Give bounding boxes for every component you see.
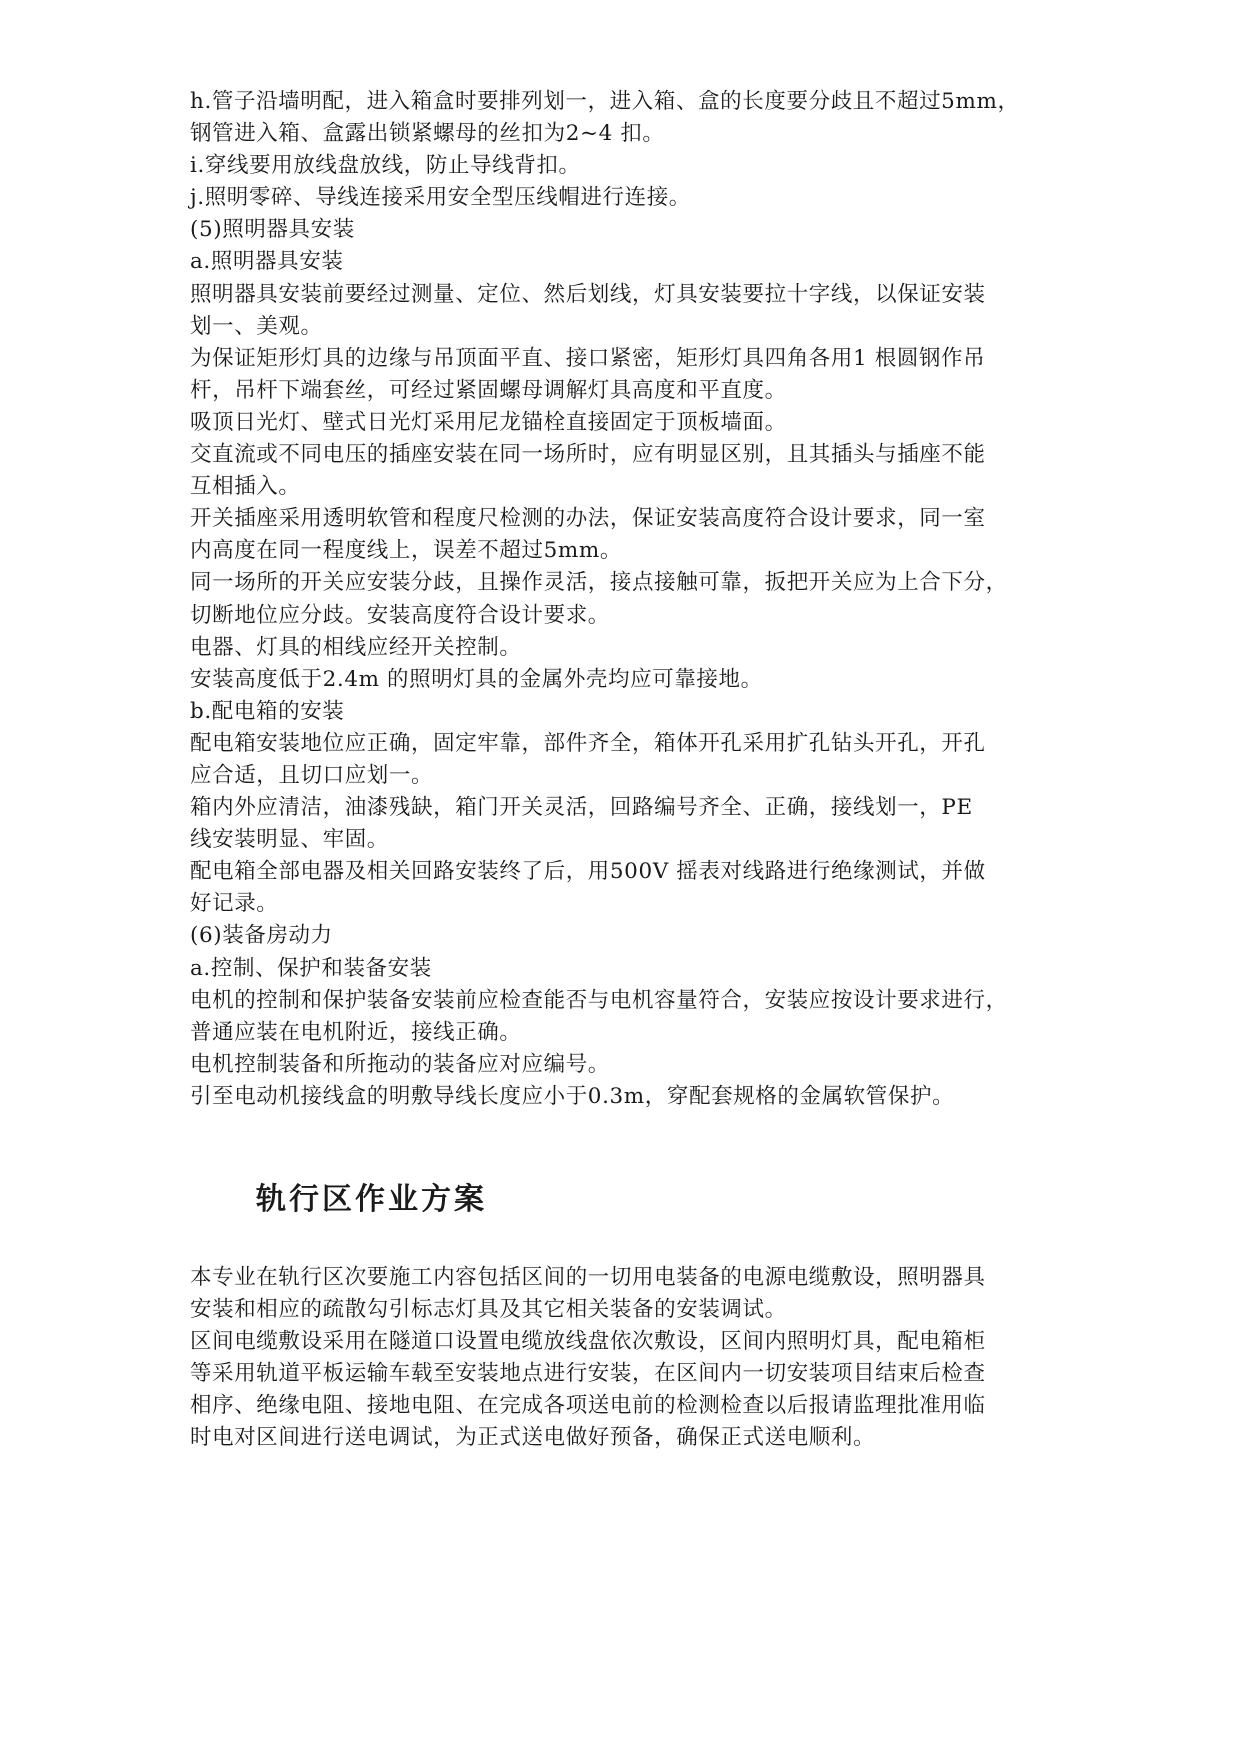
subsection-title: (5)照明器具安装 bbox=[190, 217, 355, 243]
body-text-top bbox=[190, 86, 1060, 1113]
text-line: 等采用轨道平板运输车载至安装地点进行安装，在区间内一切安装项目结束后检查 bbox=[190, 1361, 986, 1387]
subsection-item-title: b.配电箱的安装 bbox=[190, 698, 345, 724]
text-line: 电机控制装备和所拖动的装备应对应编号。 bbox=[190, 1051, 610, 1077]
subsection-item-title: a.照明器具安装 bbox=[190, 249, 344, 275]
text-line: 应合适，且切口应划一。 bbox=[190, 762, 434, 788]
text-line: 本专业在轨行区次要施工内容包括区间的一切用电装备的电源电缆敷设，照明器具 bbox=[190, 1265, 986, 1290]
text-line: 好记录。 bbox=[190, 891, 279, 917]
text-line: 交直流或不同电压的插座安装在同一场所时，应有明显区别，且其插头与插座不能 bbox=[190, 442, 986, 468]
text-line: 同一场所的开关应安装分歧，且操作灵活，接点接触可靠，扳把开关应为上合下分， bbox=[190, 570, 1008, 596]
body-text-bottom bbox=[190, 1262, 1060, 1455]
text-line: h.管子沿墙明配，进入箱盒时要排列划一，进入箱、盒的长度要分歧且不超过5mm， bbox=[190, 89, 1020, 114]
text-line: 安装和相应的疏散勾引标志灯具及其它相关装备的安装调试。 bbox=[190, 1297, 787, 1323]
text-line: 配电箱全部电器及相关回路安装终了后，用500V 摇表对线路进行绝缘测试，并做 bbox=[190, 859, 986, 885]
text-line: 切断地位应分歧。安装高度符合设计要求。 bbox=[190, 602, 610, 628]
text-line: 电器、灯具的相线应经开关控制。 bbox=[190, 634, 522, 660]
text-line: 划一、美观。 bbox=[190, 313, 323, 339]
text-line: j.照明零碎、导线连接采用安全型压线帽进行连接。 bbox=[190, 185, 691, 211]
subsection-item-title: a.控制、保护和装备安装 bbox=[190, 955, 432, 981]
section-heading: 轨行区作业方案 bbox=[256, 1182, 487, 1217]
text-line: 吸顶日光灯、壁式日光灯采用尼龙锚栓直接固定于顶板墙面。 bbox=[190, 409, 787, 435]
text-line: 相序、绝缘电阻、接地电阻、在完成各项送电前的检测检查以后报请监理批准用临 bbox=[190, 1393, 986, 1419]
text-line: 杆，吊杆下端套丝，可经过紧固螺母调解灯具高度和平直度。 bbox=[190, 377, 787, 403]
text-line: 内高度在同一程度线上，误差不超过5mm。 bbox=[190, 538, 622, 564]
text-line: 开关插座采用透明软管和程度尺检测的办法，保证安装高度符合设计要求，同一室 bbox=[190, 506, 986, 532]
text-line: 照明器具安装前要经过测量、定位、然后划线，灯具安装要拉十字线，以保证安装 bbox=[190, 281, 986, 307]
text-line: 钢管进入箱、盒露出锁紧螺母的丝扣为2~4 扣。 bbox=[190, 121, 665, 147]
text-line: 配电箱安装地位应正确，固定牢靠，部件齐全，箱体开孔采用扩孔钻头开孔，开孔 bbox=[190, 730, 986, 756]
text-line: 为保证矩形灯具的边缘与吊顶面平直、接口紧密，矩形灯具四角各用1 根圆钢作吊 bbox=[190, 345, 986, 371]
text-line: 区间电缆敷设采用在隧道口设置电缆放线盘依次敷设，区间内照明灯具，配电箱柜 bbox=[190, 1329, 986, 1355]
text-line: 线安装明显、牢固。 bbox=[190, 827, 389, 853]
subsection-title: (6)装备房动力 bbox=[190, 923, 333, 949]
text-line: 普通应装在电机附近，接线正确。 bbox=[190, 1019, 522, 1045]
text-line: 箱内外应清洁，油漆残缺，箱门开关灵活，回路编号齐全、正确，接线划一，PE bbox=[190, 795, 973, 821]
text-line: 安装高度低于2.4m 的照明灯具的金属外壳均应可靠接地。 bbox=[190, 666, 763, 692]
text-line: i.穿线要用放线盘放线，防止导线背扣。 bbox=[190, 153, 581, 179]
text-line: 引至电动机接线盒的明敷导线长度应小于0.3m，穿配套规格的金属软管保护。 bbox=[190, 1083, 955, 1109]
text-line: 互相插入。 bbox=[190, 474, 301, 500]
text-line: 电机的控制和保护装备安装前应检查能否与电机容量符合，安装应按设计要求进行， bbox=[190, 987, 1008, 1013]
text-line: 时电对区间进行送电调试，为正式送电做好预备，确保正式送电顺利。 bbox=[190, 1425, 876, 1451]
